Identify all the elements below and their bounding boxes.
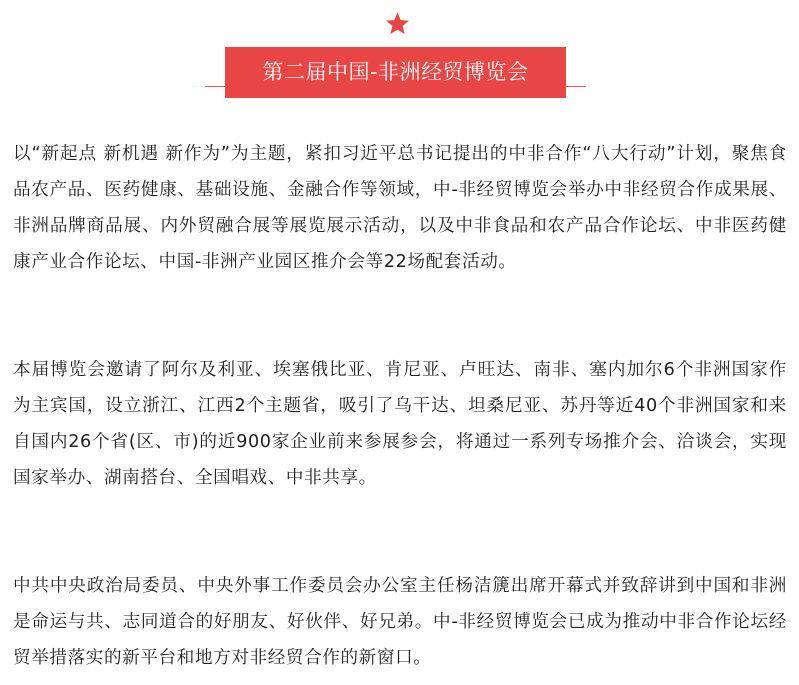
article-header — [0, 0, 799, 110]
paragraph-theme: 以“新起点 新机遇 新作为”为主题，紧扣习近平总书记提出的中非合作“八大行动”计划，聚焦食品农产品、医药健康、基础设施、金融合作等领域，中-非经贸博览会举办中非经贸合作成果展、非洲品牌商品展、内外贸融合展等展览展示活动，以及中非食品和农产品合作论坛、中非医药健康产业合作论坛、中国-非洲产业园区推介会等22场配套活动。 — [13, 144, 787, 272]
star-icon — [384, 11, 411, 37]
section-title: 第二届中国-非洲经贸博览会 — [225, 47, 566, 98]
paragraph-speech: 中共中央政治局委员、中央外事工作委员会办公室主任杨洁篪出席开幕式并致辞讲到中国和非洲是命运与共、志同道合的好朋友、好伙伴、好兄弟。中-非经贸博览会已成为推动中非合作论坛经贸举措落实的新平台和地方对非经贸合作的新窗口。 — [13, 576, 787, 668]
paragraph-participants: 本届博览会邀请了阿尔及利亚、埃塞俄比亚、肯尼亚、卢旺达、南非、塞内加尔6个非洲国家作为主宾国，设立浙江、江西2个主题省，吸引了乌干达、坦桑尼亚、苏丹等近40个非洲国家和来自国内26个省(区、市)的近900家企业前来参展参会，将通过一系列专场推介会、洽谈会，实现国家举办、湖南搭台、全国唱戏、中非共享。 — [13, 360, 787, 488]
